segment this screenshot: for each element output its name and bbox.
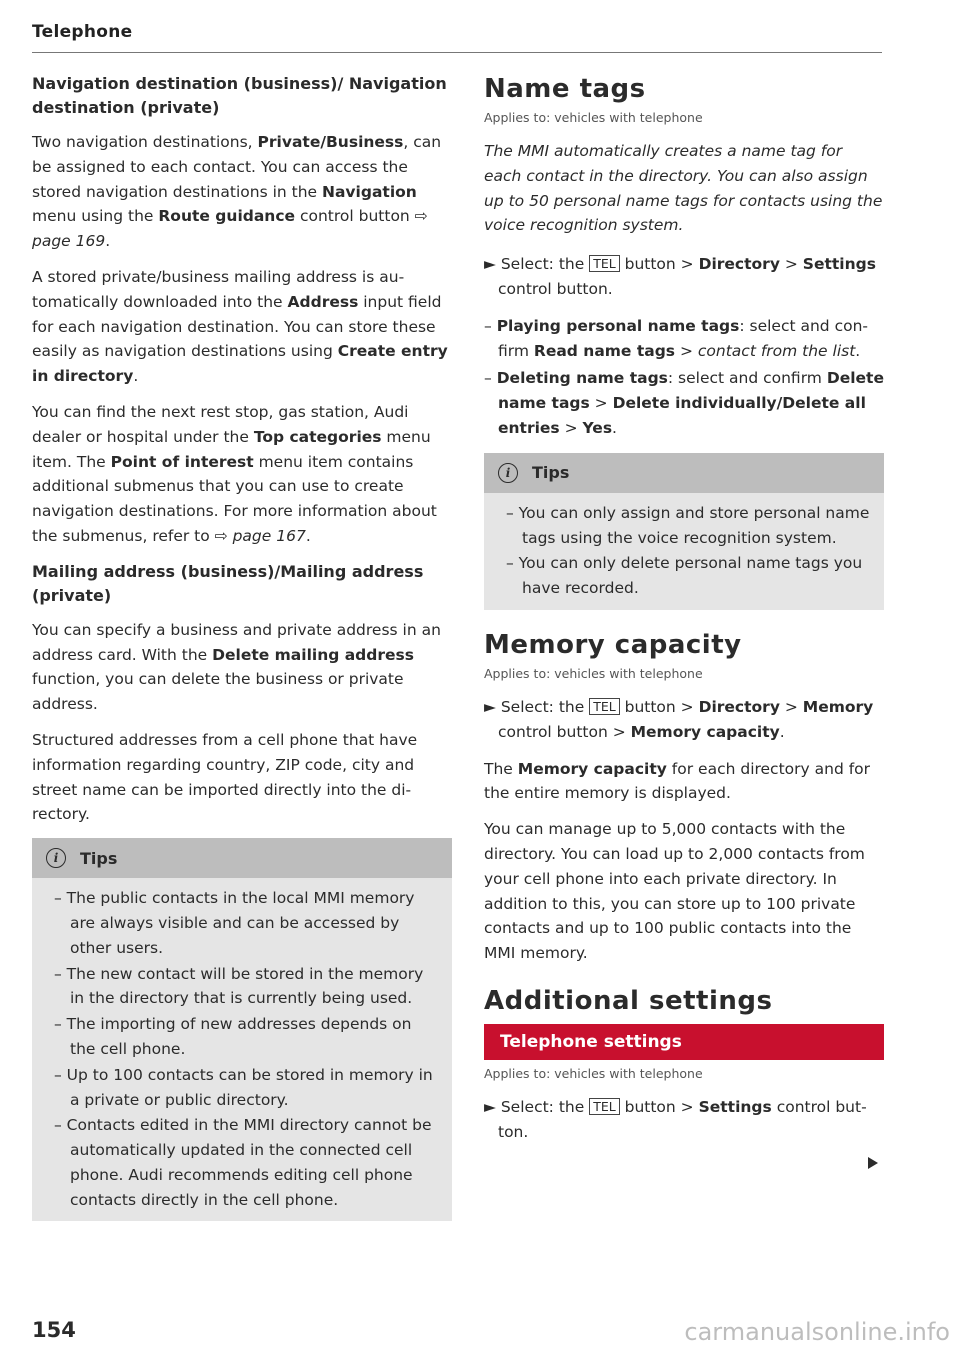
right-column: [484, 72, 884, 1157]
tip-item: – The public contacts in the local MMI memory are always visible and can be accessed by other users.: [54, 889, 415, 957]
tel-key: TEL: [589, 698, 620, 715]
playing-name-tags-item: – Playing personal name tags: select and confirm Read name tags > contact from the list.: [484, 316, 868, 360]
memory-capacity-heading: Memory capacity: [484, 629, 742, 660]
tip-item: – The new contact will be stored in the memory in the directory that is currently being used.: [54, 964, 424, 1008]
mail-paragraph-1: You can specify a business and private address in an address card. With the Delete mailing address function, you can delete the business or private address.: [32, 620, 441, 714]
tip-item: – The importing of new addresses depends on the cell phone.: [54, 1015, 412, 1058]
memory-step: ► Select: the TEL button > Directory > Memory control button > Memory capacity.: [484, 697, 874, 741]
name-tags-heading: Name tags: [484, 74, 646, 104]
tips-box: [484, 453, 884, 610]
settings-step: ► Select: the TEL button > Settings control button.: [484, 1097, 867, 1141]
mail-paragraph-2: Structured addresses from a cell phone that have information regarding country, ZIP code, city and street name can be imported directly into the directory.: [32, 730, 418, 824]
header-rule: [32, 52, 882, 53]
applies-note: Applies to: vehicles with telephone: [484, 1065, 703, 1081]
tip-item: – Contacts edited in the MMI directory cannot be automatically updated in the connected cell phone. Audi recommends editing cell phone contacts directly in the cell phone.: [54, 1116, 432, 1209]
nav-paragraph-1: Two navigation destinations, Private/Business, can be assigned to each contact. You can access the stored navigation destinations in the Navigation menu using the Route guidance control button ⇨ page 169.: [32, 133, 442, 251]
info-icon: i: [498, 463, 518, 483]
left-column: [32, 72, 452, 1233]
tips-list: [484, 493, 884, 606]
additional-settings-heading: Additional settings: [484, 985, 773, 1016]
page-ref-link[interactable]: page 169: [32, 232, 106, 251]
memory-paragraph-1: The Memory capacity for each directory and for the entire memory is displayed.: [484, 759, 871, 803]
tel-key: TEL: [589, 255, 620, 272]
page-number: 154: [32, 1318, 76, 1342]
tips-box: [32, 838, 452, 1221]
tip-item: – You can only assign and store personal name tags using the voice recognition system.: [506, 503, 870, 547]
page-header: [32, 22, 882, 42]
tips-title: Tips: [532, 463, 570, 483]
tel-key: TEL: [589, 1098, 620, 1115]
tips-list: [32, 878, 452, 1217]
watermark: carmanualsonline.info: [684, 1318, 950, 1346]
tip-item: – You can only delete personal name tags you have recorded.: [506, 554, 863, 598]
tip-item: – Up to 100 contacts can be stored in memory in a private or public directory.: [54, 1065, 433, 1109]
section-title: Telephone: [32, 22, 133, 42]
memory-paragraph-2: You can manage up to 5,000 contacts with the directory. You can load up to 2,000 contacts from your cell phone into each private directory. In addition to this, you can store up to 100 private contacts and up to 100 public contacts into the MMI memory.: [484, 820, 865, 963]
nav-destination-heading: Navigation destination (business)/ Navigation destination (private): [32, 74, 447, 117]
deleting-name-tags-item: – Deleting name tags: select and confirm Delete name tags > Delete individually/Delete all entries > Yes.: [484, 369, 884, 437]
telephone-settings-bar: Telephone settings: [484, 1024, 884, 1060]
tips-header: [484, 453, 884, 493]
tips-title: Tips: [80, 848, 118, 868]
applies-note: Applies to: vehicles with telephone: [484, 110, 703, 125]
continue-arrow-icon: [868, 1157, 878, 1169]
name-tags-step: ► Select: the TEL button > Directory > Settings control button.: [484, 255, 876, 298]
name-tags-intro: The MMI automatically creates a name tag for each contact in the directory. You can also assign up to 50 personal name tags for contacts using the voice recognition system.: [484, 142, 883, 235]
nav-paragraph-3: You can find the next rest stop, gas station, Audi dealer or hospital under the Top categories menu item. The Point of interest menu item contains additional submenus that you can use to create navigation destinations. For more information about the submenus, refer to ⇨ page 167.: [32, 402, 437, 545]
tips-header: [32, 838, 452, 878]
info-icon: i: [46, 848, 66, 868]
applies-note: Applies to: vehicles with telephone: [484, 665, 703, 681]
page-ref-link[interactable]: page 167: [232, 526, 306, 545]
mailing-address-heading: Mailing address (business)/Mailing address (private): [32, 561, 424, 605]
nav-paragraph-2: A stored private/business mailing address is automatically downloaded into the Address input field for each navigation destination. You can store these easily as navigation destinations using Create entry in directory.: [32, 267, 448, 386]
